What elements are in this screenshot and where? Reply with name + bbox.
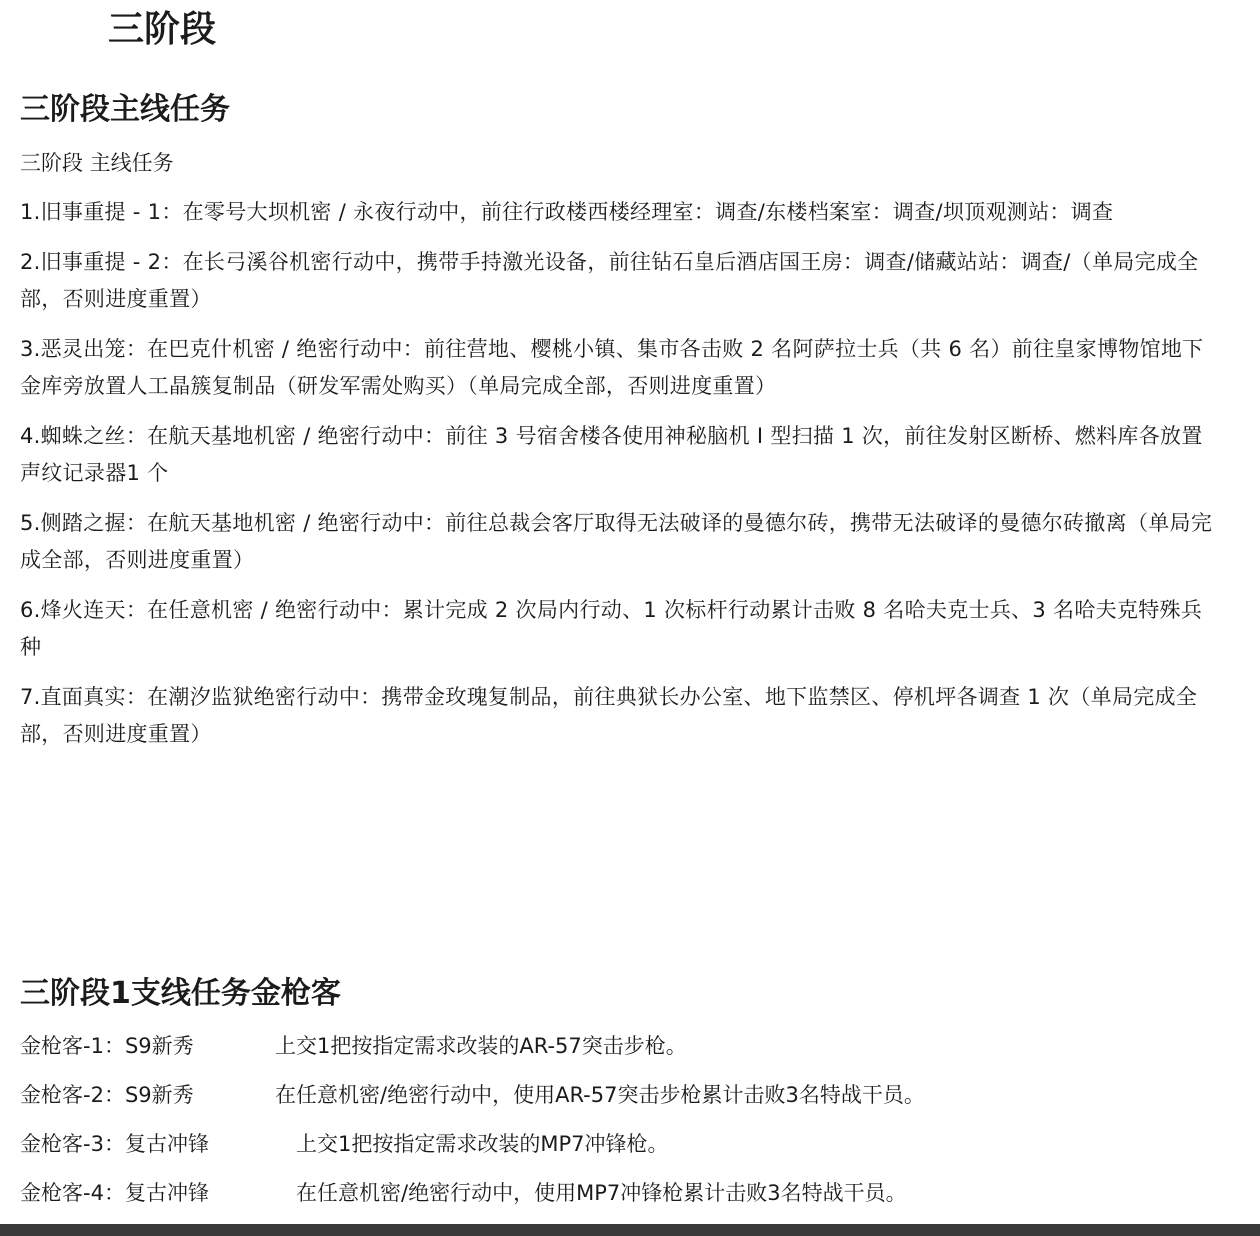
side-quest-row xyxy=(20,1077,1220,1126)
main-quest-item-3: 3.恶灵出笼：在巴克什机密 / 绝密行动中：前往营地、樱桃小镇、集市各击败 2 名阿萨拉士兵（共 6 名）前往皇家博物馆地下金库旁放置人工晶簇复制品（研发军需处购买）（单局完成全部，否则进度重置） xyxy=(20,337,1204,398)
main-quest-item-5: 5.侧踏之握：在航天基地机密 / 绝密行动中：前往总裁会客厅取得无法破译的曼德尔砖，携带无法破译的曼德尔砖撤离（单局完成全部，否则进度重置） xyxy=(20,511,1213,572)
page-title: 三阶段 xyxy=(108,9,217,50)
side-quest-name: 金枪客-4：复古冲锋 xyxy=(20,1181,209,1205)
bottom-bar xyxy=(0,1224,1260,1236)
main-quest-item-1: 1.旧事重提 - 1：在零号大坝机密 / 永夜行动中，前往行政楼西楼经理室：调查/东楼档案室：调查/坝顶观测站：调查 xyxy=(20,200,1114,224)
side-quest-row xyxy=(20,1126,1220,1175)
side-quest-description: 在任意机密/绝密行动中，使用MP7冲锋枪累计击败3名特战干员。 xyxy=(296,1181,907,1205)
side-quest-row xyxy=(20,1175,1220,1224)
side-quest-name: 金枪客-3：复古冲锋 xyxy=(20,1132,209,1156)
side-quest-description: 上交1把按指定需求改装的AR-57突击步枪。 xyxy=(275,1034,687,1058)
main-quest-item-2: 2.旧事重提 - 2：在长弓溪谷机密行动中，携带手持激光设备，前往钻石皇后酒店国王房：调查/储藏站站：调查/（单局完成全部，否则进度重置） xyxy=(20,250,1199,311)
side-quest-description: 在任意机密/绝密行动中，使用AR-57突击步枪累计击败3名特战干员。 xyxy=(275,1083,925,1107)
main-quest-item-4: 4.蜘蛛之丝：在航天基地机密 / 绝密行动中：前往 3 号宿舍楼各使用神秘脑机 I 型扫描 1 次，前往发射区断桥、燃料库各放置声纹记录器1 个 xyxy=(20,424,1203,485)
side-quest-name: 金枪客-1：S9新秀 xyxy=(20,1034,194,1058)
side-quest-list xyxy=(20,1028,1220,1224)
side-quest-name: 金枪客-2：S9新秀 xyxy=(20,1083,194,1107)
side-quest-row xyxy=(20,1028,1220,1077)
main-quest-item-7: 7.直面真实：在潮汐监狱绝密行动中：携带金玫瑰复制品，前往典狱长办公室、地下监禁区、停机坪各调查 1 次（单局完成全部，否则进度重置） xyxy=(20,685,1198,746)
side-quest-description: 上交1把按指定需求改装的MP7冲锋枪。 xyxy=(296,1132,669,1156)
side-quest-section-title: 三阶段1支线任务金枪客 xyxy=(20,976,341,1011)
main-quest-subtitle: 三阶段 主线任务 xyxy=(20,151,174,175)
main-quest-list xyxy=(20,194,1220,766)
main-quest-section-title: 三阶段主线任务 xyxy=(20,92,230,127)
main-quest-item-6: 6.烽火连天：在任意机密 / 绝密行动中：累计完成 2 次局内行动、1 次标杆行动累计击败 8 名哈夫克士兵、3 名哈夫克特殊兵种 xyxy=(20,598,1203,659)
